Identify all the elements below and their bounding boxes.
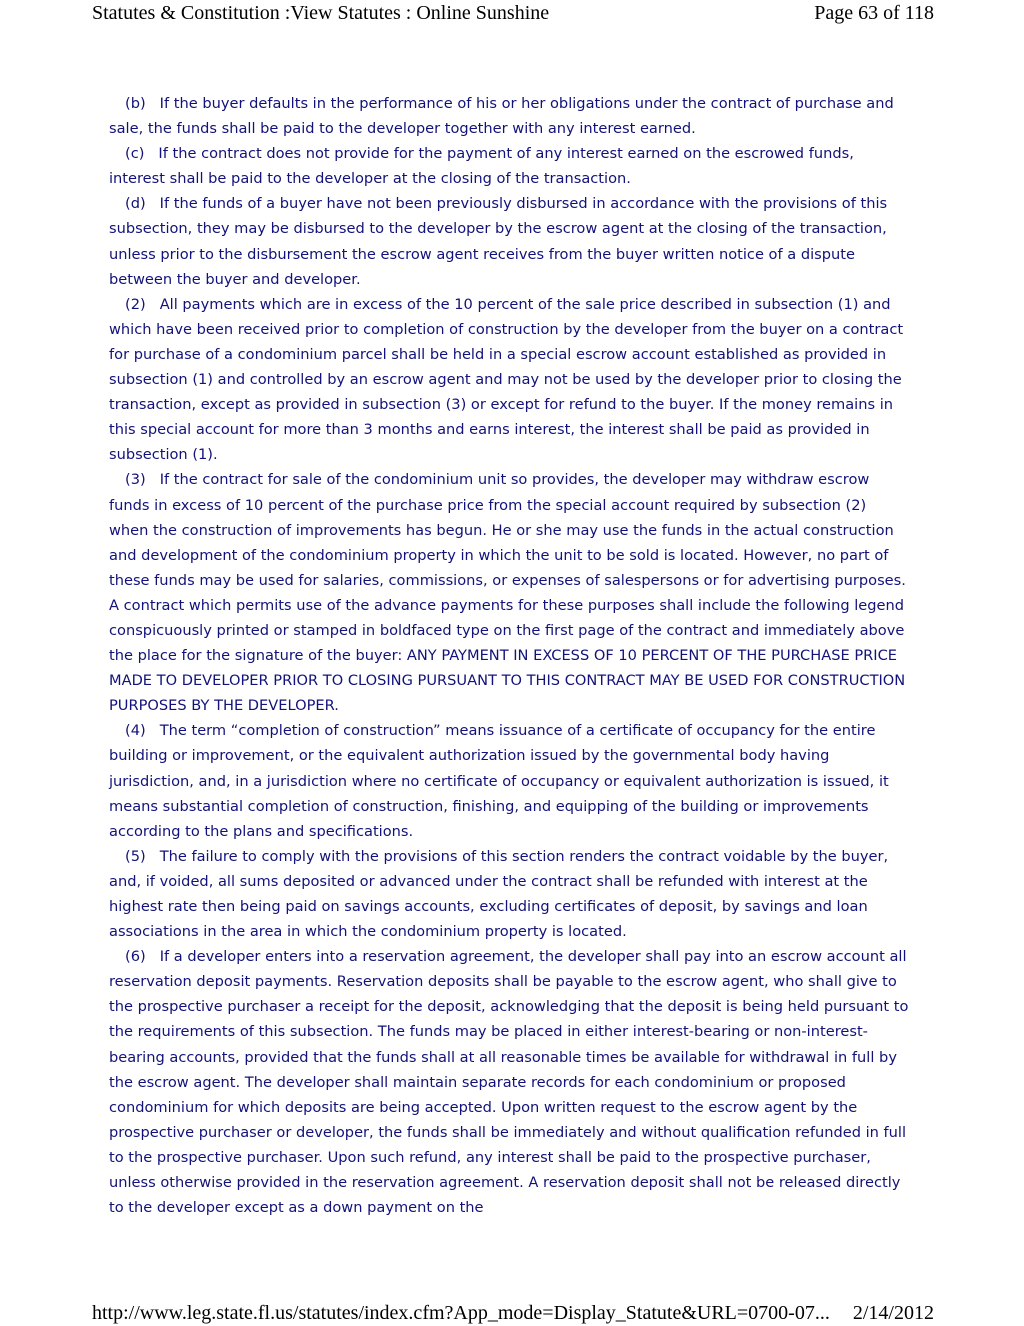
header-title: Statutes & Constitution :View Statutes : Online Sunshine — [92, 2, 550, 24]
paragraph-3 — [109, 467, 909, 718]
paragraph-text: All payments which are in excess of the 10 percent of the sale price described in subsection (1) and which have been received prior to completion of construction by the developer from the buyer on a contract for purchase of a condominium parcel shall be held in a special escrow account established as provided in subsection (1) and controlled by an escrow agent and may not be used by the developer prior to closing the transaction, except as provided in subsection (3) or except for refund to the buyer. If the money remains in this special account for more than 3 months and earns interest, the interest shall be paid as provided in subsection (1). — [109, 295, 904, 464]
paragraph-text: If the contract does not provide for the payment of any interest earned on the escrowed funds, interest shall be paid to the developer at the closing of the transaction. — [109, 145, 854, 188]
paragraph-b — [109, 91, 909, 141]
paragraph-text: If the contract for sale of the condominium unit so provides, the developer may withdraw escrow funds in excess of 10 percent of the purchase price from the special account required by subsection (2) when the construction of improvements has begun. He or she may use the funds in the actual construction and development of the condominium property in which the unit to be sold is located. However, no part of these funds may be used for salaries, commissions, or expenses of salespersons or for advertising purposes. A contract which permits use of the advance payments for these purposes shall include the following legend conspicuously printed or stamped in boldfaced type on the first page of the contract and immediately above the place for the signature of the buyer: ANY PAYMENT IN EXCESS OF 10 PERCENT OF THE PURCHASE PRICE MADE TO DEVELOPER PRIOR TO CLOSING PURSUANT TO THIS CONTRACT MAY BE USED FOR CONSTRUCTION PURPOSES BY THE DEVELOPER. — [109, 471, 906, 715]
print-date: 2/14/2012 — [852, 1302, 934, 1324]
paragraph-marker: (b) — [125, 95, 146, 112]
paragraph-marker: (4) — [125, 722, 146, 740]
paragraph-text: The failure to comply with the provisions of this section renders the contract voidable by the buyer, and, if voided, all sums deposited or advanced under the contract shall be refunded with interest at the highest rate then being paid on savings accounts, excluding certificates of deposit, by savings and loan associations in the area in which the condominium property is located. — [109, 847, 889, 941]
paragraph-marker: (2) — [125, 295, 146, 313]
paragraph-5 — [109, 844, 909, 944]
paragraph-text: If the funds of a buyer have not been previously disbursed in accordance with the provisions of this subsection, they may be disbursed to the developer by the escrow agent at the closing of the transaction, unless prior to the disbursement the escrow agent receives from the buyer written notice of a dispute between the buyer and developer. — [109, 195, 888, 288]
page-header — [92, 0, 934, 26]
paragraph-c — [109, 141, 909, 191]
page-url: http://www.leg.state.fl.us/statutes/index.cfm?App_mode=Display_Statute&URL=0700-07... — [92, 1302, 830, 1324]
paragraph-d — [109, 191, 909, 291]
paragraph-marker: (3) — [125, 471, 146, 489]
paragraph-text: If a developer enters into a reservation agreement, the developer shall pay into an escrow account all reservation deposit payments. Reservation deposits shall be payable to the escrow agent, who shall give to the prospective purchaser a receipt for the deposit, acknowledging that the deposit is being held pursuant to the requirements of this subsection. The funds may be placed in either interest-bearing or non-interest-bearing accounts, provided that the funds shall at all reasonable times be available for withdrawal in full by the escrow agent. The developer shall maintain separate records for each condominium or proposed condominium for which deposits are being accepted. Upon written request to the escrow agent by the prospective purchaser or developer, the funds shall be immediately and without qualification refunded in full to the prospective purchaser. Upon such refund, any interest shall be paid to the prospective purchaser, unless otherwise provided in the reservation agreement. A reservation deposit shall not be released directly to the developer except as a down payment on the — [109, 948, 909, 1217]
paragraph-text: If the buyer defaults in the performance of his or her obligations under the contract of purchase and sale, the funds shall be paid to the developer together with any interest earned. — [109, 95, 894, 138]
statute-body — [109, 91, 909, 1220]
paragraph-text: The term “completion of construction” means issuance of a certificate of occupancy for the entire building or improvement, or the equivalent authorization issued by the governmental body having jurisdiction, and, in a jurisdiction where no certificate of occupancy or equivalent authorization is issued, it means substantial completion of construction, finishing, and equipping of the building or improvements according to the plans and specifications. — [109, 722, 889, 840]
page-number: Page 63 of 118 — [814, 2, 934, 24]
page-footer — [92, 1300, 934, 1326]
paragraph-marker: (c) — [125, 145, 145, 163]
paragraph-2 — [109, 292, 909, 468]
paragraph-marker: (5) — [125, 847, 146, 865]
paragraph-4 — [109, 718, 909, 843]
paragraph-6 — [109, 944, 909, 1220]
paragraph-marker: (6) — [125, 948, 146, 966]
paragraph-marker: (d) — [125, 195, 146, 213]
